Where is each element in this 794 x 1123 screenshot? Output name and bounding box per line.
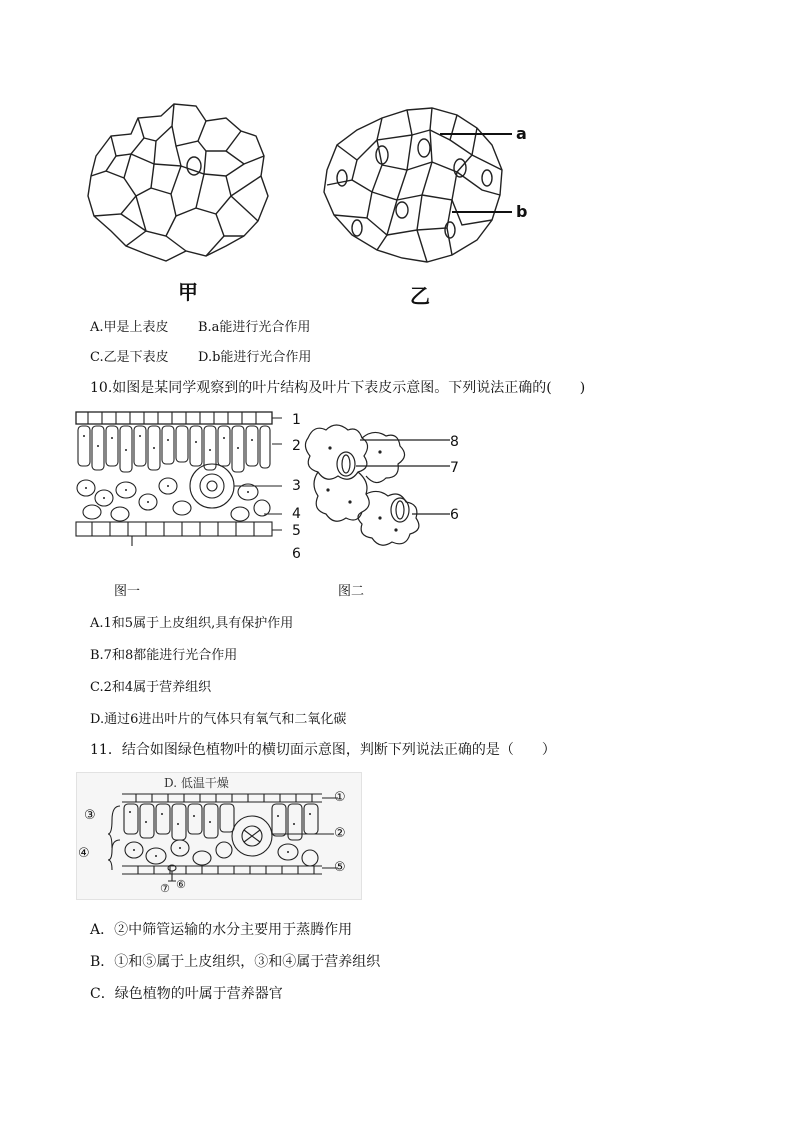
q10-figure-one bbox=[72, 406, 282, 546]
q11-label-1: ① bbox=[334, 790, 346, 805]
q9-pointer-b: b bbox=[516, 202, 528, 221]
q10-fig2-label-6: 6 bbox=[450, 507, 459, 523]
q11-label-2: ② bbox=[334, 826, 346, 841]
q10-fig1-label-3: 3 bbox=[292, 478, 301, 494]
q10-figure-two bbox=[300, 418, 450, 558]
q10-fig1-label-4: 4 bbox=[292, 506, 301, 522]
q11-leaf-cross-section bbox=[76, 772, 360, 898]
q10-fig1-caption: 图一 bbox=[114, 584, 141, 599]
q9-fig-jia-label: 甲 bbox=[178, 280, 198, 304]
q11-option-a: A．②中筛管运输的水分主要用于蒸腾作用 bbox=[90, 922, 353, 938]
q10-fig1-label-1: 1 bbox=[292, 412, 301, 428]
q9-option-b: B.a能进行光合作用 bbox=[198, 320, 311, 335]
q11-label-5: ⑤ bbox=[334, 860, 346, 875]
q10-stem: 10.如图是某同学观察到的叶片结构及叶片下表皮示意图。下列说法正确的( ) bbox=[90, 380, 586, 396]
q9-figure-jia bbox=[76, 96, 276, 266]
q11-label-7: ⑦ bbox=[160, 882, 170, 895]
q11-label-4: ④ bbox=[78, 846, 90, 861]
q10-option-b: B.7和8都能进行光合作用 bbox=[90, 648, 238, 663]
q10-fig1-label-5: 5 bbox=[292, 523, 301, 539]
q11-option-c: C．绿色植物的叶属于营养器官 bbox=[90, 986, 283, 1002]
q9-option-d: D.b能进行光合作用 bbox=[198, 350, 312, 365]
q10-fig2-label-7: 7 bbox=[450, 460, 459, 476]
q9-pointer-a: a bbox=[516, 124, 527, 143]
q10-fig2-label-8: 8 bbox=[450, 434, 459, 450]
q11-label-3: ③ bbox=[84, 808, 96, 823]
q9-figure-yi bbox=[312, 100, 542, 270]
q10-option-a: A.1和5属于上皮组织,具有保护作用 bbox=[90, 616, 294, 631]
q11-label-6: ⑥ bbox=[176, 878, 186, 891]
q9-fig-yi-label: 乙 bbox=[410, 284, 430, 308]
q11-option-b: B．①和⑤属于上皮组织，③和④属于营养组织 bbox=[90, 954, 381, 970]
q9-option-c: C.乙是下表皮 bbox=[90, 350, 169, 365]
q10-option-c: C.2和4属于营养组织 bbox=[90, 680, 212, 695]
q10-option-d: D.通过6进出叶片的气体只有氧气和二氧化碳 bbox=[90, 712, 347, 727]
q10-fig2-caption: 图二 bbox=[338, 584, 365, 599]
q11-fig-title: D. 低温干燥 bbox=[164, 776, 229, 790]
q9-option-a: A.甲是上表皮 bbox=[90, 320, 169, 335]
q10-fig1-label-6: 6 bbox=[292, 546, 301, 562]
q11-stem: 11．结合如图绿色植物叶的横切面示意图，判断下列说法正确的是（ ） bbox=[90, 742, 556, 758]
q10-fig1-label-2: 2 bbox=[292, 438, 301, 454]
